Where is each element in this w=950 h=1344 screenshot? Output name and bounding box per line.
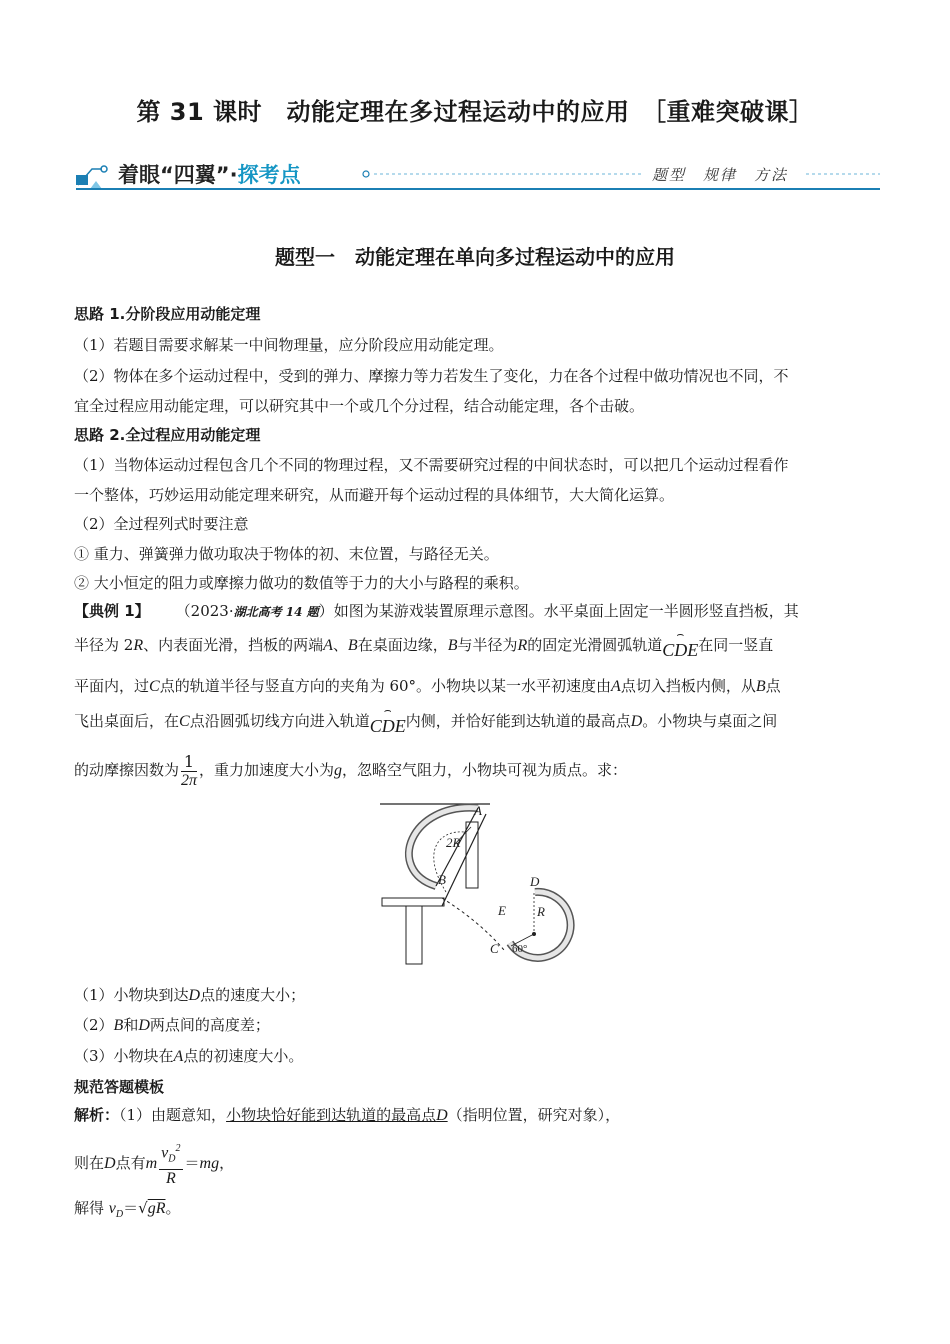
answer-l3a: 解得 xyxy=(74,1199,105,1217)
var-r: R xyxy=(133,637,144,654)
answer-line-2 xyxy=(74,1140,874,1188)
sub-d: D xyxy=(168,1153,176,1165)
var-v-2: v xyxy=(108,1200,116,1217)
fraction-numerator: 1 xyxy=(181,753,197,772)
example-l4c: 内侧，并恰好能到达轨道的最高点 xyxy=(405,712,631,730)
idea2-p3: ① 重力、弹簧弹力做功取决于物体的初、末位置，与路径无关。 xyxy=(74,545,499,563)
example-l1: 如图为某游戏装置原理示意图。水平桌面上固定一半圆形竖直挡板，其 xyxy=(333,602,799,620)
label-angle: 60° xyxy=(512,943,528,955)
label-a: A xyxy=(474,803,482,818)
var-b: B xyxy=(347,637,358,654)
example-l2d: 在桌面边缘， xyxy=(357,636,448,654)
example-tag: 【典例 1】 xyxy=(74,602,150,620)
velocity-fraction xyxy=(159,1140,182,1188)
answer-l1a: （1）由题意知， xyxy=(119,1106,227,1124)
var-c: C xyxy=(149,678,160,695)
example-l2c: 、 xyxy=(332,636,348,654)
answer-l1b: （指明位置，研究对象）， xyxy=(447,1106,621,1124)
sub-d-2: D xyxy=(115,1209,124,1220)
var-b-2: B xyxy=(447,637,458,654)
answer-l2a: 则在 xyxy=(74,1153,105,1172)
arc-cde-2: ⌢ CDE xyxy=(370,716,406,736)
comma: ， xyxy=(219,1153,235,1172)
example-line-3 xyxy=(74,676,874,697)
var-c-2: C xyxy=(179,713,190,730)
example-line-2 xyxy=(74,634,874,660)
page-title: 第 31 课时 动能定理在多过程运动中的应用 ［重难突破课］ xyxy=(136,98,814,126)
var-v: v xyxy=(161,1144,169,1162)
answer-underlined xyxy=(226,1106,448,1124)
example-l3a: 平面内，过 xyxy=(74,677,150,695)
idea1-p1: （1）若题目需要求解某一中间物理量，应分阶段应用动能定理。 xyxy=(74,336,504,354)
example-source: 湖北高考 14 题 xyxy=(233,605,319,619)
example-l5c: ，忽略空气阻力，小物块可视为质点。求： xyxy=(342,761,628,779)
answer-label: 解析： xyxy=(74,1106,120,1124)
label-b: B xyxy=(438,872,446,887)
question-3 xyxy=(74,1046,874,1067)
q3b: 点的初速度大小。 xyxy=(183,1047,304,1065)
banner-tags: 题型 规律 方法 xyxy=(652,166,789,184)
q2b: 和 xyxy=(123,1016,139,1034)
section-title: 题型一 动能定理在单向多过程运动中的应用 xyxy=(275,245,675,269)
banner-title xyxy=(118,159,301,189)
var-r-2: R xyxy=(517,637,528,654)
example-l2a: 半径为 2 xyxy=(74,636,134,654)
example-l2g: 在同一竖直 xyxy=(698,636,774,654)
idea2-p1b: 一个整体，巧妙运用动能定理来研究，从而避开每个运动过程的具体细节，大大简化运算。 xyxy=(74,486,675,504)
sup-2: 2 xyxy=(175,1143,181,1154)
var-b-3: B xyxy=(755,678,766,695)
answer-l2b: 点有 xyxy=(115,1153,146,1172)
equals: ＝ xyxy=(184,1153,200,1172)
example-l2f: 的固定光滑圆弧轨道 xyxy=(527,636,663,654)
q1b: 点的速度大小； xyxy=(200,986,306,1004)
var-d: D xyxy=(630,713,643,730)
answer-l1u: 小物块恰好能到达轨道的最高点 xyxy=(226,1106,437,1124)
var-a-2: A xyxy=(611,678,621,695)
q1a: （1）小物块到达 xyxy=(74,986,189,1004)
idea1-heading: 思路 1.分阶段应用动能定理 xyxy=(74,305,261,323)
idea2-p1a: （1）当物体运动过程包含几个不同的物理过程，又不需要研究过程的中间状态时，可以把几个运动过程看作 xyxy=(74,456,789,474)
example-l4b: 点沿圆弧切线方向进入轨道 xyxy=(189,712,370,730)
example-l2e: 与半径为 xyxy=(457,636,518,654)
idea2-heading: 思路 2.全过程应用动能定理 xyxy=(74,426,261,444)
friction-fraction xyxy=(181,753,197,790)
example-l3c: 点切入挡板内侧，从 xyxy=(620,677,756,695)
example-l3d: 点 xyxy=(765,677,781,695)
idea1-p2b: 宜全过程应用动能定理，可以研究其中一个或几个分过程，结合动能定理，各个击破。 xyxy=(74,397,645,415)
velocity-numerator xyxy=(159,1140,182,1170)
answer-line-3 xyxy=(74,1198,874,1225)
source-open: （2023· xyxy=(175,602,234,620)
question-2 xyxy=(74,1015,874,1036)
fraction-denominator: 2π xyxy=(181,771,198,789)
example-l5a: 的动摩擦因数为 xyxy=(74,761,180,779)
label-r: R xyxy=(537,904,545,919)
idea2-p4: ② 大小恒定的阻力或摩擦力做功的数值等于力的大小与路程的乘积。 xyxy=(74,574,529,592)
label-d: D xyxy=(530,874,540,889)
var-gr: gR xyxy=(147,1200,166,1217)
equals-2: ＝ xyxy=(123,1199,139,1217)
example-l2b: 、内表面光滑，挡板的两端 xyxy=(143,636,324,654)
label-2r: 2R xyxy=(446,835,461,850)
example-line-1 xyxy=(74,601,874,622)
setup-diagram xyxy=(380,800,580,970)
period: 。 xyxy=(165,1199,181,1217)
arc-cde: ⌢ CDE xyxy=(662,640,698,660)
example-l5b: ，重力加速度大小为 xyxy=(199,761,335,779)
answer-var-d: D xyxy=(436,1107,448,1124)
example-line-5 xyxy=(74,750,874,791)
var-a: A xyxy=(323,637,333,654)
example-l3b: 点的轨道半径与竖直方向的夹角为 60°。小物块以某一水平初速度由 xyxy=(159,677,612,695)
sqrt-sign: √ xyxy=(138,1199,148,1217)
answer-line-1 xyxy=(74,1105,874,1126)
velocity-denominator: R xyxy=(165,1169,176,1187)
banner-title-prefix: 着眼“四翼”· xyxy=(118,163,238,187)
var-g: g xyxy=(334,762,343,779)
var-m: m xyxy=(145,1154,158,1172)
label-c: C xyxy=(490,941,499,956)
example-l4a: 飞出桌面后，在 xyxy=(74,712,180,730)
example-l4d: 。小物块与桌面之间 xyxy=(642,712,778,730)
answer-heading: 规范答题模板 xyxy=(74,1078,165,1096)
q1-var-d: D xyxy=(188,987,201,1004)
q2-var-d: D xyxy=(138,1017,150,1034)
q2a: （2） xyxy=(74,1016,114,1034)
q2-var-b: B xyxy=(113,1017,124,1034)
q3-var-a: A xyxy=(173,1048,184,1065)
q2c: 两点间的高度差； xyxy=(149,1016,270,1034)
question-1 xyxy=(74,985,874,1006)
source-close: ） xyxy=(318,602,334,620)
banner-title-accent: 探考点 xyxy=(237,163,301,187)
example-line-4 xyxy=(74,710,874,736)
answer-var-d-2: D xyxy=(104,1154,116,1172)
var-mg: mg xyxy=(199,1154,220,1172)
idea1-p2a: （2）物体在多个运动过程中，受到的弹力、摩擦力等力若发生了变化，力在各个过程中做功情况也不同，不 xyxy=(74,367,789,385)
label-e: E xyxy=(498,903,506,918)
q3a: （3）小物块在 xyxy=(74,1047,174,1065)
idea2-p2: （2）全过程列式时要注意 xyxy=(74,515,249,533)
